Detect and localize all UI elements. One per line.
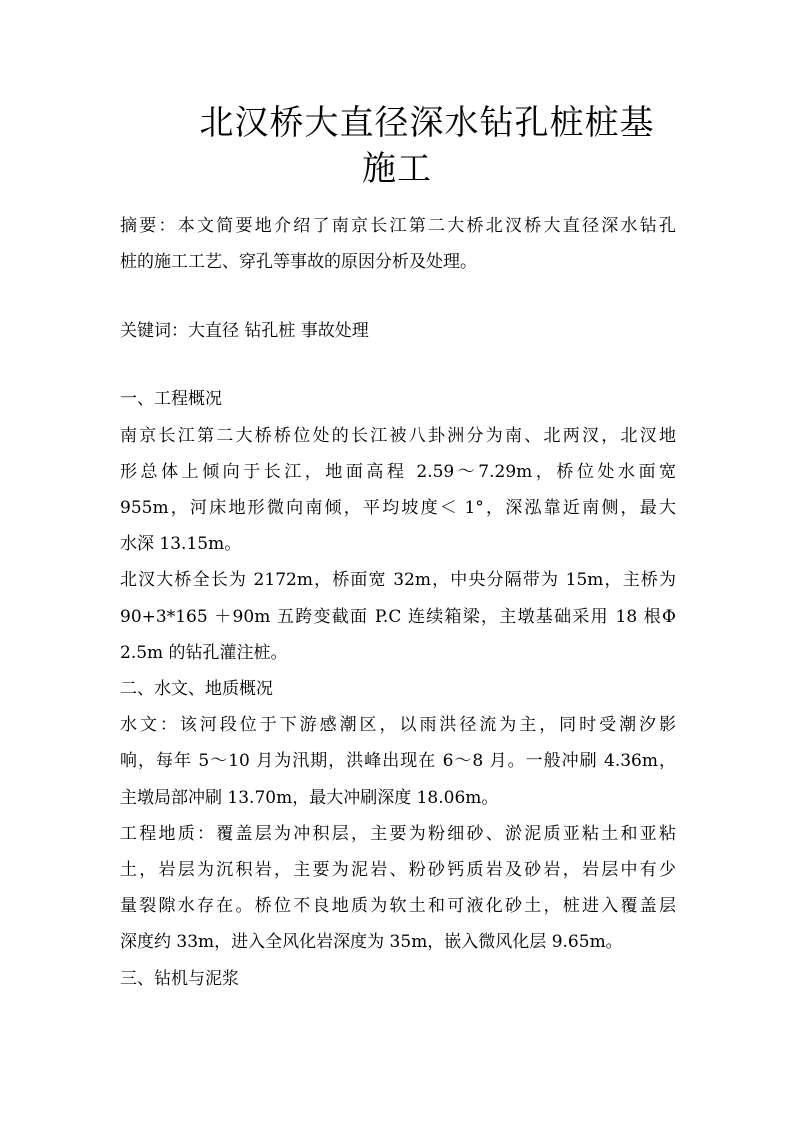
document-title-line-2: 施工 bbox=[362, 149, 432, 189]
paragraph-line: 2.5m 的钻孔灌注桩。 bbox=[120, 643, 288, 663]
section-heading-2: 二、水文、地质概况 bbox=[120, 679, 273, 699]
paragraph-line: 形总体上倾向于长江，地面高程 2.59～7.29m，桥位处水面宽 bbox=[120, 462, 676, 482]
paragraph-line: 深度约 33m，进入全风化岩深度为 35m，嵌入微风化层 9.65m。 bbox=[120, 932, 623, 952]
abstract-line-1: 摘要：本文简要地介绍了南京长江第二大桥北汊桥大直径深水钻孔 bbox=[120, 216, 676, 236]
paragraph-line: 南京长江第二大桥桥位处的长江被八卦洲分为南、北两汊，北汊地 bbox=[120, 426, 676, 446]
keywords-line: 关键词：大直径 钻孔桩 事故处理 bbox=[120, 321, 369, 341]
paragraph-line: 955m，河床地形微向南倾，平均坡度＜ 1°，深泓靠近南侧，最大 bbox=[120, 498, 676, 518]
paragraph-line: 响，每年 5～10 月为汛期，洪峰出现在 6～8 月。一般冲刷 4.36m， bbox=[120, 751, 676, 771]
section-heading-3: 三、钻机与泥浆 bbox=[120, 969, 239, 989]
paragraph-line: 工程地质：覆盖层为冲积层，主要为粉细砂、淤泥质亚粘土和亚粘 bbox=[120, 824, 676, 844]
paragraph-line: 量裂隙水存在。桥位不良地质为软土和可液化砂土，桩进入覆盖层 bbox=[120, 896, 676, 916]
paragraph-line: 水文：该河段位于下游感潮区，以雨洪径流为主，同时受潮汐影 bbox=[120, 715, 676, 735]
document-title-line-1: 北汉桥大直径深水钻孔桩桩基 bbox=[199, 103, 655, 143]
paragraph-line: 90+3*165 ＋90m 五跨变截面 P.C 连续箱梁，主墩基础采用 18 根Φ bbox=[120, 607, 676, 627]
abstract-line-2: 桩的施工工艺、穿孔等事故的原因分析及处理。 bbox=[120, 252, 477, 272]
paragraph-line: 土，岩层为沉积岩，主要为泥岩、粉砂钙质岩及砂岩，岩层中有少 bbox=[120, 860, 676, 880]
paragraph-line: 主墩局部冲刷 13.70m，最大冲刷深度 18.06m。 bbox=[120, 788, 499, 808]
paragraph-line: 北汊大桥全长为 2172m，桥面宽 32m，中央分隔带为 15m，主桥为 bbox=[120, 570, 676, 590]
section-heading-1: 一、工程概况 bbox=[120, 389, 222, 409]
paragraph-line: 水深 13.15m。 bbox=[120, 534, 242, 554]
